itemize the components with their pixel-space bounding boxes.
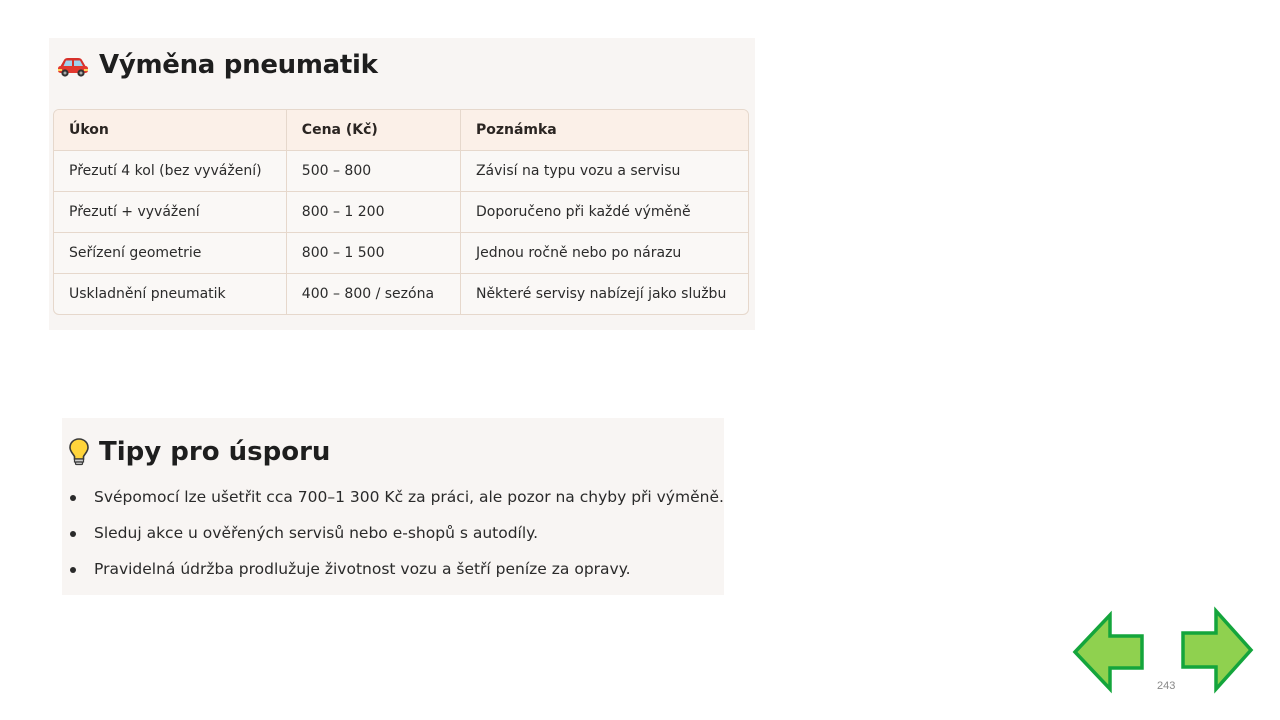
previous-page-button[interactable] (1072, 610, 1146, 694)
savings-tips-title: Tipy pro úsporu (99, 437, 331, 467)
page-number: 243 (1157, 680, 1176, 692)
table-cell: Přezutí + vyvážení (54, 191, 286, 232)
table-cell: Závisí na typu vozu a servisu (460, 150, 748, 191)
list-item: Pravidelná údržba prodlužuje životnost vozu a šetří peníze za opravy. (70, 559, 724, 595)
column-header-task: Úkon (54, 110, 286, 150)
tips-list (70, 487, 724, 595)
savings-tips-panel (62, 418, 724, 595)
car-icon (57, 54, 89, 76)
arrow-left-icon (1072, 610, 1146, 694)
table-cell: 400 – 800 / sezóna (286, 273, 460, 314)
savings-tips-heading (68, 437, 330, 467)
table-row (54, 232, 748, 273)
table-cell: Jednou ročně nebo po nárazu (460, 232, 748, 273)
list-item: Svépomocí lze ušetřit cca 700–1 300 Kč za práci, ale pozor na chyby při výměně. (70, 487, 724, 523)
tire-change-title: Výměna pneumatik (99, 50, 378, 80)
tire-change-heading (57, 50, 378, 80)
table-cell: Doporučeno při každé výměně (460, 191, 748, 232)
table-cell: 500 – 800 (286, 150, 460, 191)
lightbulb-icon (68, 437, 90, 467)
column-header-price: Cena (Kč) (286, 110, 460, 150)
list-item: Sleduj akce u ověřených servisů nebo e-shopů s autodíly. (70, 523, 724, 559)
arrow-right-icon (1180, 606, 1254, 694)
table-header-row (54, 110, 748, 150)
price-table (53, 109, 749, 315)
table-cell: Přezutí 4 kol (bez vyvážení) (54, 150, 286, 191)
table-cell: Uskladnění pneumatik (54, 273, 286, 314)
table-cell: 800 – 1 500 (286, 232, 460, 273)
table-cell: 800 – 1 200 (286, 191, 460, 232)
table-row (54, 273, 748, 314)
column-header-note: Poznámka (460, 110, 748, 150)
table-cell: Některé servisy nabízejí jako službu (475, 285, 727, 302)
next-page-button[interactable] (1180, 606, 1254, 694)
table-row (54, 191, 748, 232)
tire-change-panel (49, 38, 755, 330)
table-row (54, 150, 748, 191)
table-cell: Seřízení geometrie (54, 232, 286, 273)
